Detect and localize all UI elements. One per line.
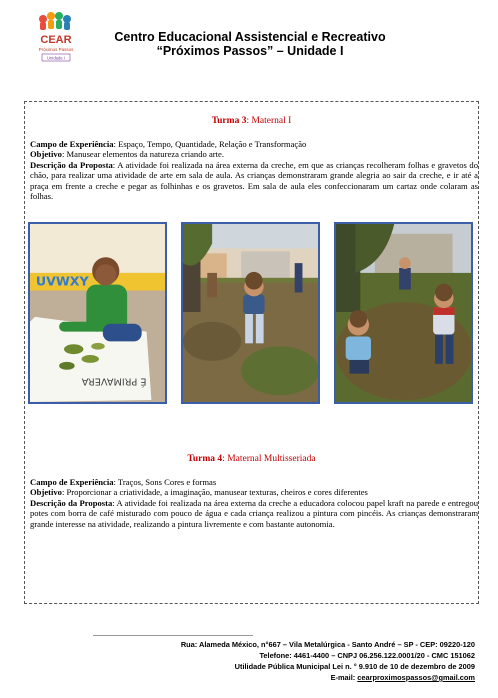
section1-objetivo-value: : Manusear elementos da natureza criando arte.	[61, 149, 224, 160]
section1-title	[24, 116, 479, 126]
footer-email-label: E-mail:	[330, 673, 358, 682]
header-title-line2: “Próximos Passos” – Unidade I	[156, 44, 344, 58]
footer-address: Rua: Alameda México, n°667 – Vila Metalúrgica - Santo André – SP - CEP: 09220-120	[180, 640, 475, 649]
section2-text	[30, 477, 478, 529]
section2-descricao-label: Descrição da Proposta	[30, 497, 113, 508]
section1-campo-label: Campo de Experiência	[30, 139, 114, 149]
footer-law: Utilidade Pública Municipal Lei n. ° 9.910 de 10 de dezembro de 2009	[234, 662, 475, 671]
footer-rule	[93, 635, 253, 636]
section2-objetivo	[30, 487, 478, 497]
section1-campo-value: : Espaço, Tempo, Quantidade, Relação e Transformação	[113, 139, 307, 149]
footer-email-line	[55, 673, 475, 682]
footer-email-link[interactable]: cearproximospassos@gmail.com	[357, 673, 475, 682]
logo-unit: Unidade I	[47, 55, 65, 61]
section1-campo	[30, 139, 478, 149]
cear-logo	[34, 10, 78, 66]
section2-objetivo-value: : Proporcionar a criatividade, a imaginação, manusear texturas, cheiros e cores diferentes	[61, 487, 368, 498]
section2-title	[24, 454, 479, 464]
section2-campo-label: Campo de Experiência	[30, 477, 114, 487]
section1-descricao	[30, 160, 478, 202]
section1-descricao-label: Descrição da Proposta	[30, 159, 113, 170]
section1-objetivo-label: Objetivo	[30, 149, 62, 160]
photo-children-leaves	[334, 222, 473, 404]
section2-title-bold: Turma 4	[187, 454, 223, 464]
section2-campo-value: : Traços, Sons Cores e formas	[113, 477, 217, 487]
poster-letters: UVWXY	[35, 273, 89, 289]
section1-descricao-value: : A atividade foi realizada na área externa da creche, em que as crianças recolheram folhas e gravetos do chão, para realizar uma atividade de arte em sala de aula. As crianças demonstraram grande alegria ao sair da creche, e ir até a praça em frente a creche e pegar as folhinhas e os gravetos. Em sala de aula eles confeccionaram um cartaz onde colaram as folhas.	[30, 159, 478, 202]
footer-phone: Telefone: 4461-4400 – CNPJ 06.256.122.0001/20 - CMC 151062	[259, 651, 475, 660]
logo-text: CEAR	[40, 34, 72, 46]
photo-children-plaza	[181, 222, 320, 404]
section1-title-rest: : Maternal I	[246, 116, 292, 126]
section1-objetivo	[30, 149, 478, 159]
section2-objetivo-label: Objetivo	[30, 487, 62, 498]
poster-text: É PRIMAVERA	[81, 375, 147, 387]
header-title-line1: Centro Educacional Assistencial e Recreativo	[114, 30, 386, 44]
section1-title-bold: Turma 3	[211, 116, 247, 126]
logo-subtitle: Próximos Passos	[38, 47, 74, 52]
section2-descricao-value: : A atividade foi realizada na área externa da creche a educadora colocou papel kraft na parede e entregou potes com borra de café misturado com pouco de água e cada criança realizou a pintura com pincéis. As crianças demonstraram grande interesse na atividade, realizando a pintura livremente e com bastante autonomia.	[30, 497, 479, 529]
section1-text	[30, 139, 478, 201]
header-title	[100, 30, 400, 58]
section2-descricao	[30, 498, 478, 529]
section2-campo	[30, 477, 478, 487]
photo-child-poster	[28, 222, 167, 404]
section2-title-rest: : Maternal Multisseriada	[222, 454, 316, 464]
